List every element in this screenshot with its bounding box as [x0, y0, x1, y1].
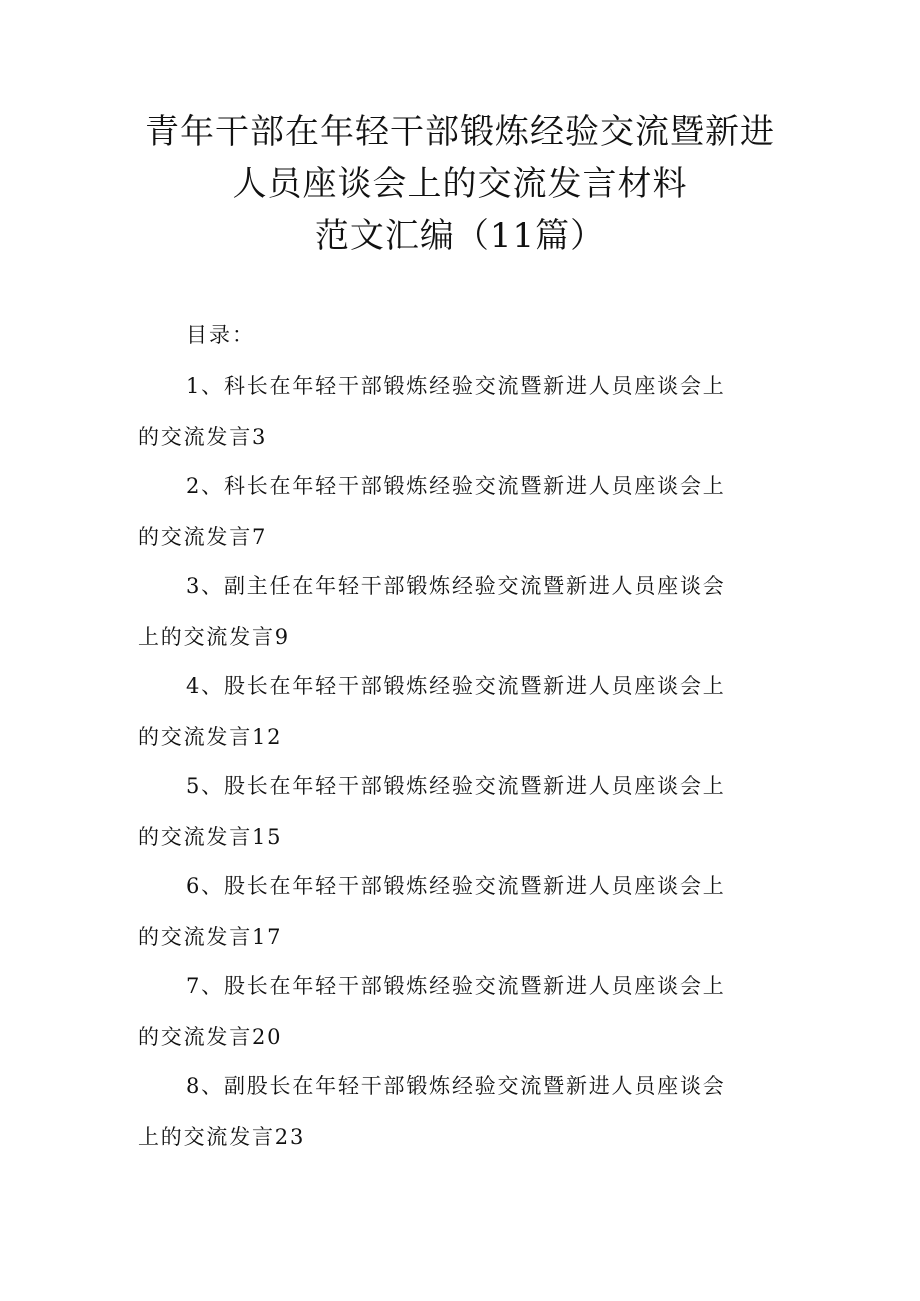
- toc-entry-8: [0, 1068, 920, 1168]
- toc-entry-1: [0, 368, 920, 468]
- toc-entry-title: 3、副主任在年轻干部锻炼经验交流暨新进人员座谈会: [186, 574, 726, 598]
- toc-entry-continuation: 的交流发言20: [138, 1025, 283, 1049]
- toc-entry-continuation: 的交流发言12: [138, 725, 283, 749]
- toc-entry-title: 1、科长在年轻干部锻炼经验交流暨新进人员座谈会上: [186, 374, 726, 398]
- document-title-line-2: 人员座谈会上的交流发言材料: [232, 164, 688, 204]
- toc-heading: 目录：: [186, 323, 255, 347]
- toc-entry-6: [0, 868, 920, 968]
- toc-entry-7: [0, 968, 920, 1068]
- toc-entry-continuation: 的交流发言7: [138, 525, 268, 549]
- toc-entry-title: 4、股长在年轻干部锻炼经验交流暨新进人员座谈会上: [186, 674, 726, 698]
- toc-entry-title: 8、副股长在年轻干部锻炼经验交流暨新进人员座谈会: [186, 1074, 726, 1098]
- toc-entry-continuation: 的交流发言3: [138, 425, 268, 449]
- toc-entry-title: 2、科长在年轻干部锻炼经验交流暨新进人员座谈会上: [186, 474, 726, 498]
- toc-entry-title: 5、股长在年轻干部锻炼经验交流暨新进人员座谈会上: [186, 774, 726, 798]
- table-of-contents: [0, 368, 920, 1168]
- toc-entry-continuation: 上的交流发言23: [138, 1125, 306, 1149]
- toc-entry-title: 7、股长在年轻干部锻炼经验交流暨新进人员座谈会上: [186, 974, 726, 998]
- toc-entry-3: [0, 568, 920, 668]
- toc-entry-continuation: 上的交流发言9: [138, 625, 290, 649]
- toc-entry-4: [0, 668, 920, 768]
- toc-entry-5: [0, 768, 920, 868]
- toc-entry-continuation: 的交流发言15: [138, 825, 283, 849]
- toc-entry-continuation: 的交流发言17: [138, 925, 283, 949]
- document-title-line-3: 范文汇编（11篇）: [314, 216, 606, 256]
- document-title-line-1: 青年干部在年轻干部锻炼经验交流暨新进: [145, 112, 775, 152]
- toc-entry-2: [0, 468, 920, 568]
- toc-entry-title: 6、股长在年轻干部锻炼经验交流暨新进人员座谈会上: [186, 874, 726, 898]
